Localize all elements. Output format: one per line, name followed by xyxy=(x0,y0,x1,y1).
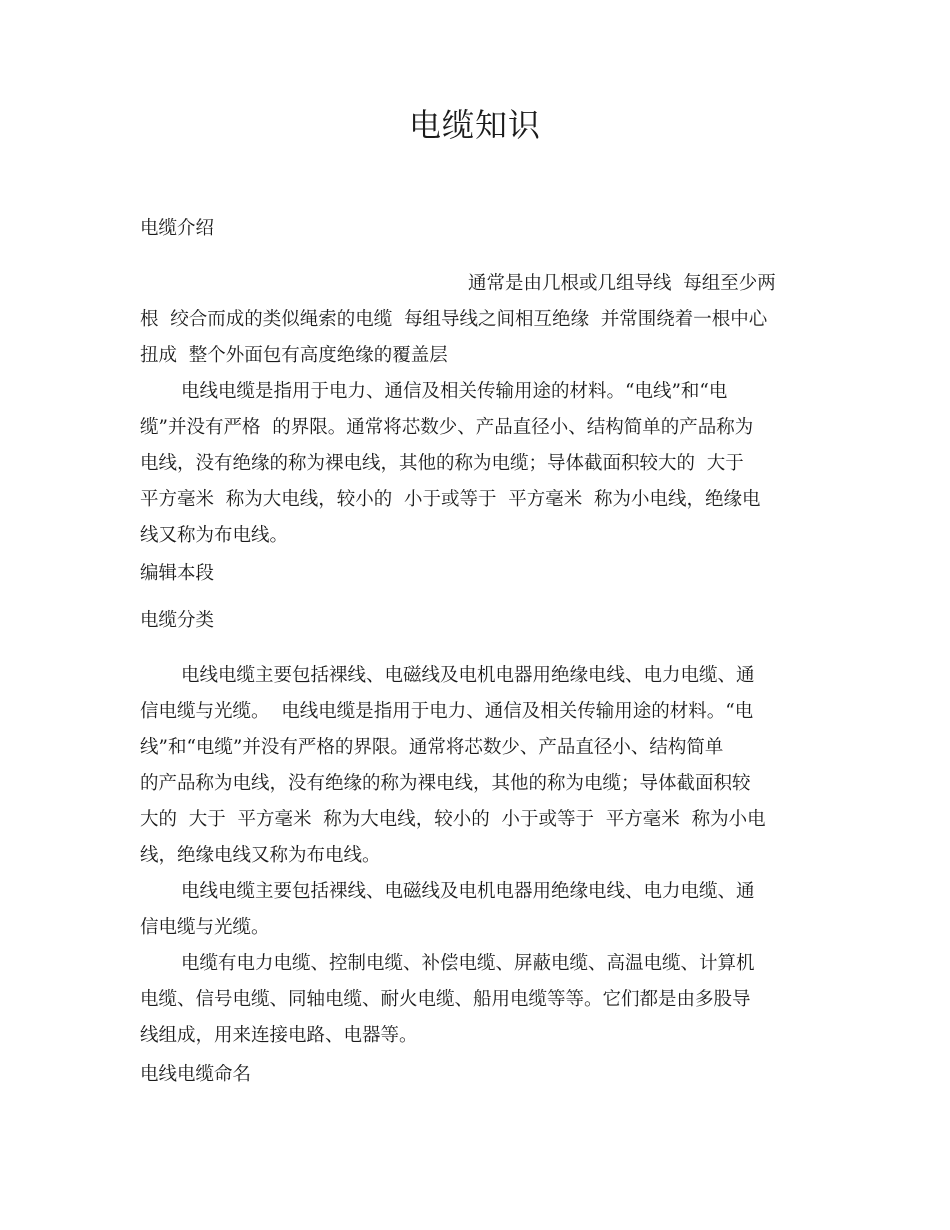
paragraph-line: 缆”并没有严格 的界限。通常将芯数少、产品直径小、结构简单的产品称为 xyxy=(140,417,754,438)
paragraph-line: 信电缆与光缆。 电线电缆是指用于电力、通信及相关传输用途的材料。“电 xyxy=(140,701,754,722)
paragraph-line: 电线电缆主要包括裸线、电磁线及电机电器用绝缘电线、电力电缆、通 xyxy=(181,881,755,902)
paragraph-line: 电线电缆是指用于电力、通信及相关传输用途的材料。“电线”和“电 xyxy=(181,381,728,402)
paragraph-line: 电缆、信号电缆、同轴电缆、耐火电缆、船用电缆等等。它们都是由多股导 xyxy=(140,989,751,1010)
paragraph-line: 线又称为布电线。 xyxy=(140,525,289,546)
section-heading-naming: 电线电缆命名 xyxy=(140,1064,252,1085)
paragraph-line: 线组成，用来连接电路、电器等。 xyxy=(140,1025,418,1046)
section-heading-intro: 电缆介绍 xyxy=(140,218,215,239)
paragraph-line: 扭成 整个外面包有高度绝缘的覆盖层 xyxy=(140,345,448,366)
paragraph-line: 通常是由几根或几组导线 每组至少两 xyxy=(468,273,776,294)
paragraph-line: 电缆有电力电缆、控制电缆、补偿电缆、屏蔽电缆、高温电缆、计算机 xyxy=(181,953,755,974)
paragraph-line: 的产品称为电线，没有绝缘的称为裸电线，其他的称为电缆；导体截面积较 xyxy=(140,773,751,794)
paragraph-line: 电线，没有绝缘的称为裸电线，其他的称为电缆；导体截面积较大的 大于 xyxy=(140,453,744,474)
paragraph-line: 线，绝缘电线又称为布电线。 xyxy=(140,845,381,866)
document-title: 电缆知识 xyxy=(408,106,541,144)
paragraph-line: 信电缆与光缆。 xyxy=(140,917,270,938)
paragraph-line: 线”和“电缆”并没有严格的界限。通常将芯数少、产品直径小、结构简单 xyxy=(140,737,724,758)
paragraph-line: 根 绞合而成的类似绳索的电缆 每组导线之间相互绝缘 并常围绕着一根中心 xyxy=(140,309,768,330)
paragraph-line: 大的 大于 平方毫米 称为大电线，较小的 小于或等于 平方毫米 称为小电 xyxy=(140,809,766,830)
section-heading-categories: 电缆分类 xyxy=(140,610,215,631)
paragraph-line: 平方毫米 称为大电线，较小的 小于或等于 平方毫米 称为小电线，绝缘电 xyxy=(140,489,761,510)
paragraph-line: 电线电缆主要包括裸线、电磁线及电机电器用绝缘电线、电力电缆、通 xyxy=(181,665,755,686)
edit-section-link[interactable]: 编辑本段 xyxy=(140,563,215,584)
